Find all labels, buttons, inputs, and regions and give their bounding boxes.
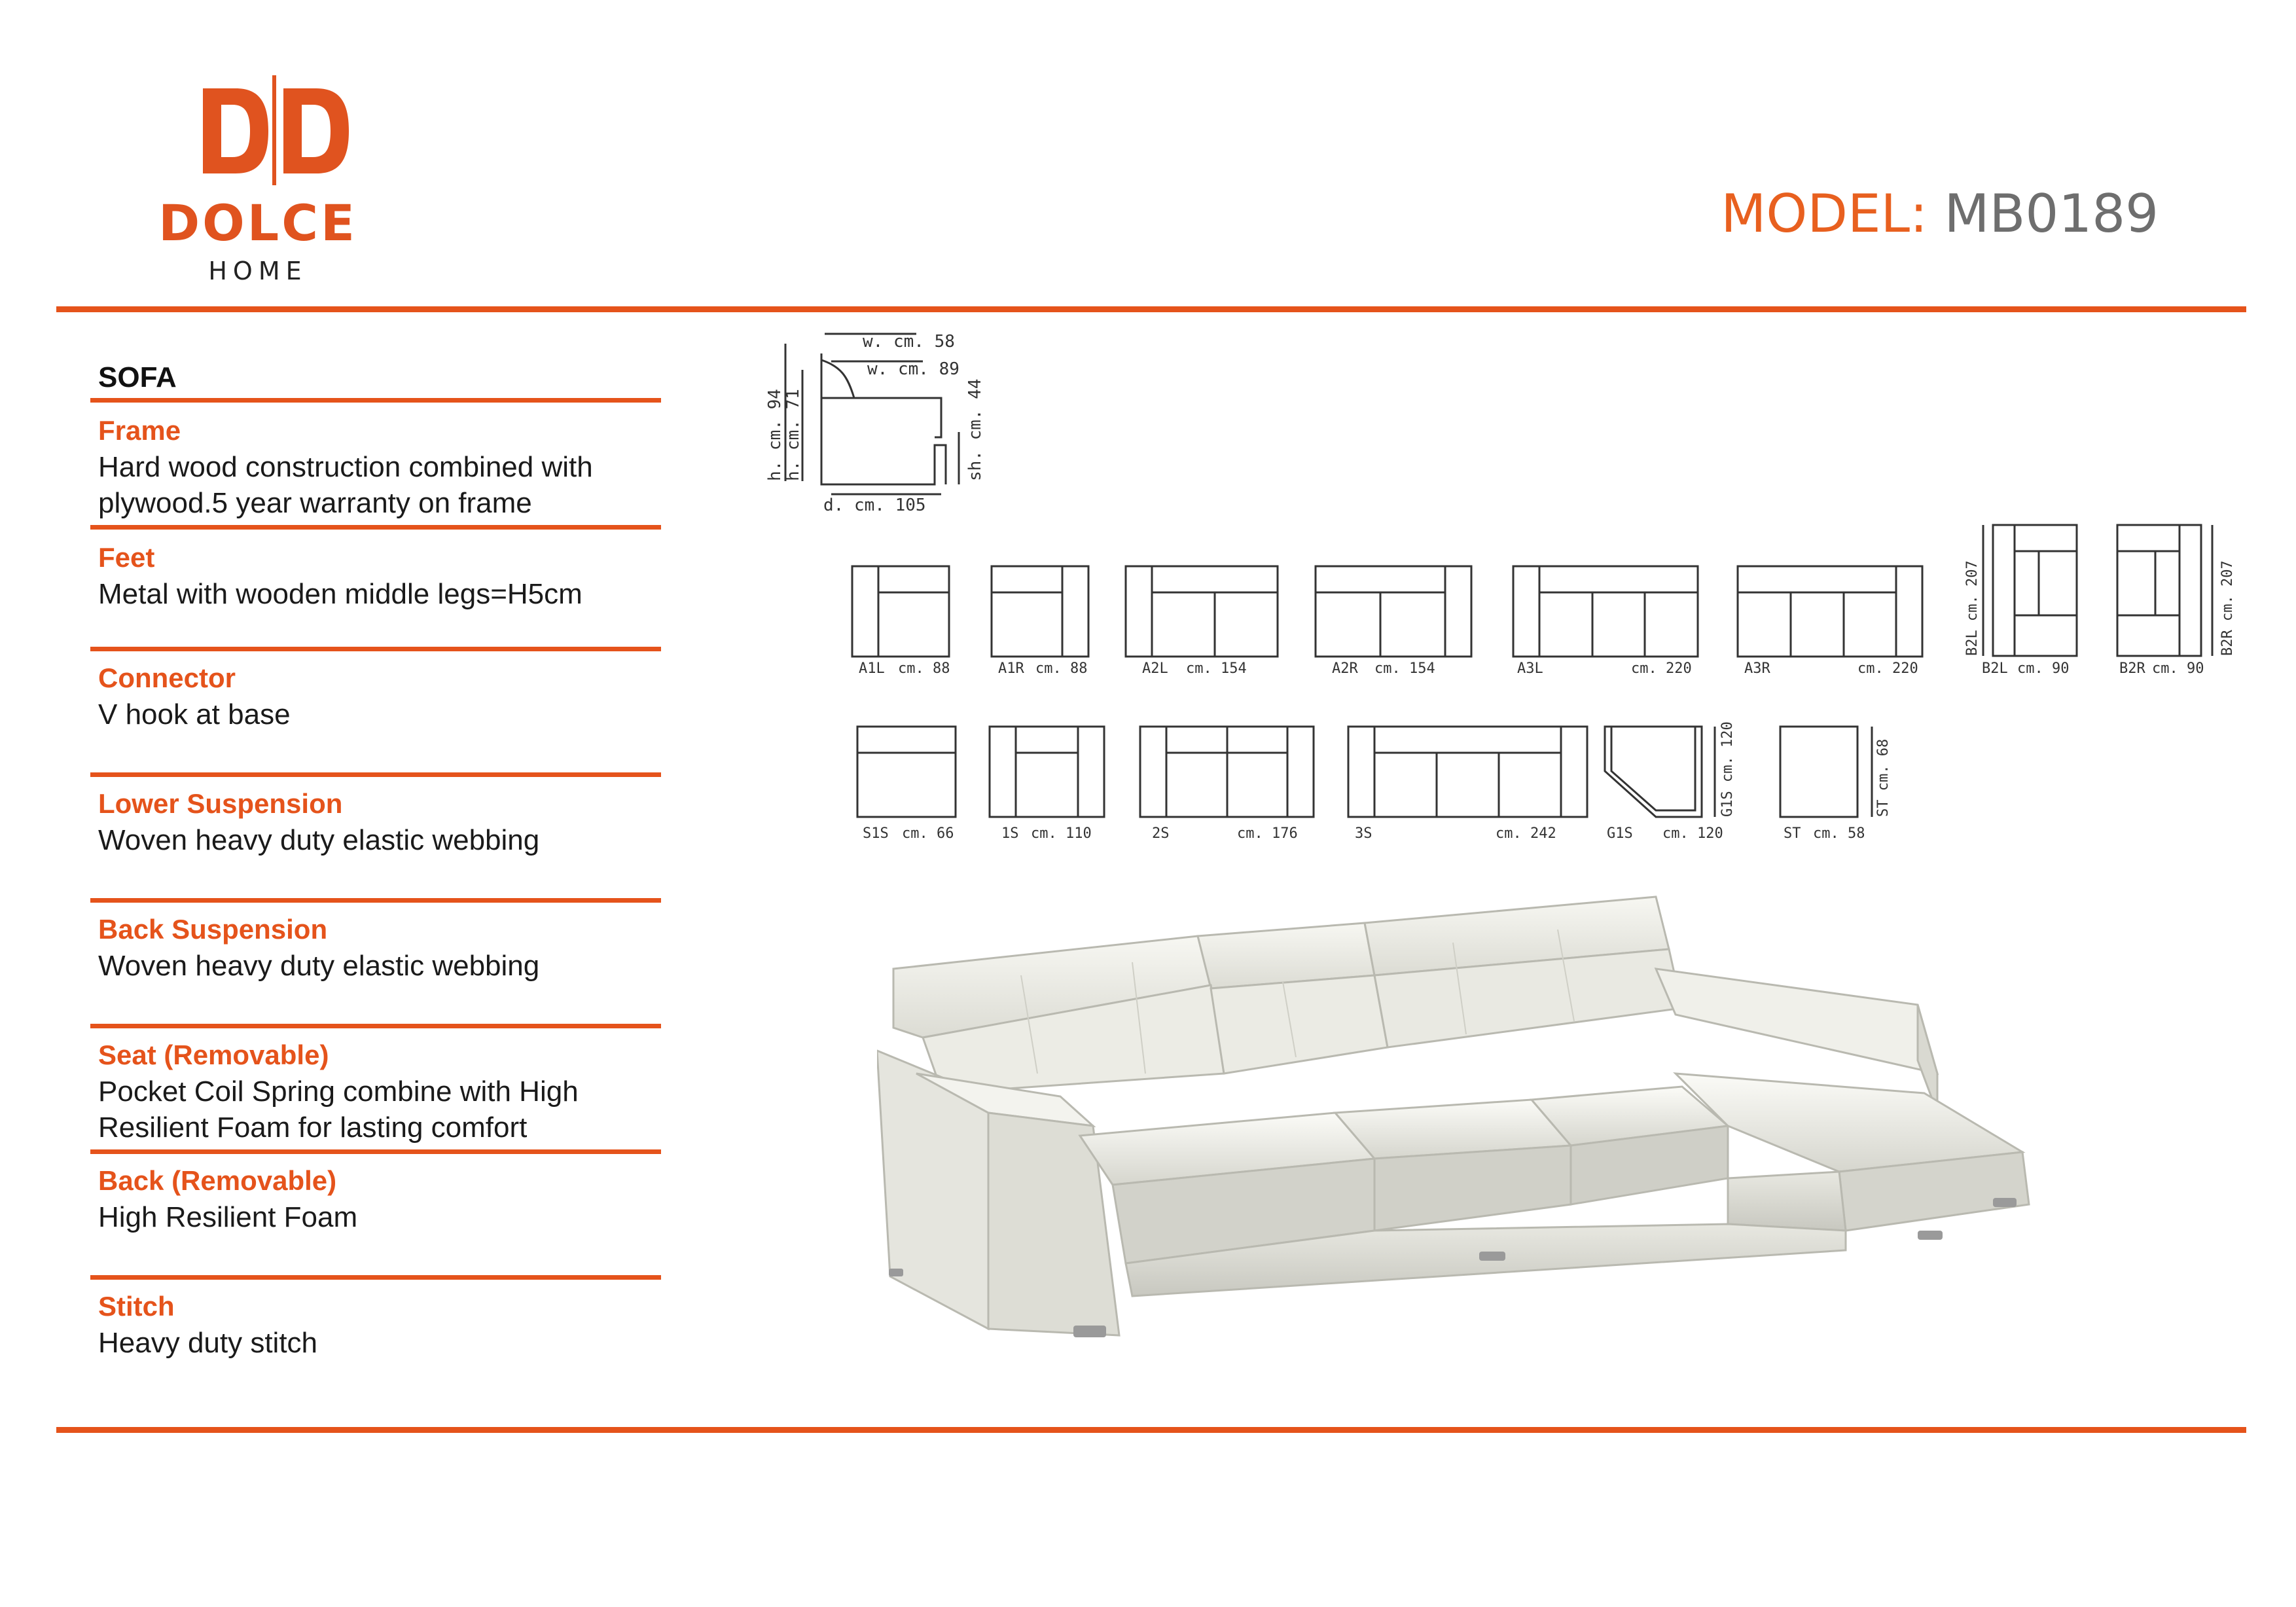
spec-title-lower-suspension: Lower Suspension — [98, 788, 343, 819]
spec-divider — [90, 525, 661, 530]
spec-title-seat: Seat (Removable) — [98, 1039, 329, 1070]
module-size: cm. 120 — [1662, 825, 1723, 842]
module-st — [1780, 727, 1872, 817]
module-size: cm. 90 — [2017, 660, 2070, 677]
module-vertical-size: G1S cm. 120 — [1719, 721, 1736, 817]
spec-heading: SOFA — [98, 361, 177, 393]
spec-divider — [90, 647, 661, 651]
module-a3r — [1738, 566, 1922, 657]
spec-desc-back-suspension: Woven heavy duty elastic webbing — [98, 950, 540, 982]
module-label: B2L — [1982, 660, 2008, 677]
module-a3l — [1513, 566, 1698, 657]
module-label: S1S — [863, 825, 889, 842]
spec-desc-feet: Metal with wooden middle legs=H5cm — [98, 578, 583, 610]
module-size: cm. 176 — [1237, 825, 1298, 842]
module-a2r — [1316, 566, 1471, 657]
spec-title-back-suspension: Back Suspension — [98, 914, 328, 945]
module-2s — [1140, 727, 1314, 817]
logo-brand-name: DOLCE — [158, 194, 357, 252]
model-value: MB0189 — [1944, 183, 2159, 244]
module-vertical-size: ST cm. 68 — [1875, 738, 1892, 817]
module-size: cm. 220 — [1631, 660, 1692, 677]
module-a1l — [852, 566, 949, 657]
logo-brand-sub: HOME — [208, 257, 308, 285]
spec-desc-connector: V hook at base — [98, 698, 291, 731]
module-a1r — [992, 566, 1088, 657]
side-w2-label: w. cm. 89 — [867, 359, 960, 379]
module-size: cm. 90 — [2152, 660, 2204, 677]
module-size: cm. 242 — [1496, 825, 1556, 842]
module-label: B2R — [2119, 660, 2145, 677]
header-divider — [56, 306, 2246, 312]
side-h2-label: h. cm. 71 — [783, 389, 803, 481]
spec-desc-back: High Resilient Foam — [98, 1201, 358, 1233]
module-label: A2L — [1142, 660, 1168, 677]
module-a2l — [1126, 566, 1278, 657]
side-sh-label: sh. cm. 44 — [965, 378, 985, 481]
side-d-label: d. cm. 105 — [823, 496, 926, 515]
module-size: cm. 110 — [1031, 825, 1092, 842]
spec-title-connector: Connector — [98, 662, 236, 693]
module-b2r — [2117, 525, 2212, 656]
model-title — [1721, 183, 2159, 244]
module-size: cm. 220 — [1857, 660, 1918, 677]
spec-divider — [90, 1275, 661, 1280]
module-label: ST — [1784, 825, 1801, 842]
module-b2l — [1983, 525, 2077, 656]
footer-divider — [56, 1427, 2246, 1433]
module-size: cm. 58 — [1813, 825, 1865, 842]
module-size: cm. 66 — [902, 825, 954, 842]
spec-divider — [90, 1024, 661, 1028]
module-label: A3L — [1517, 660, 1543, 677]
spec-desc-frame: Hard wood construction combined with plywood.5 year warranty on frame — [98, 451, 593, 519]
module-size: cm. 88 — [1035, 660, 1088, 677]
module-vertical-size: B2L cm. 207 — [1964, 560, 1981, 656]
module-diagrams — [733, 321, 2258, 864]
model-label: MODEL: — [1721, 183, 1928, 244]
module-label: G1S — [1607, 825, 1633, 842]
side-view-diagram — [785, 334, 959, 494]
side-w1-label: w. cm. 58 — [863, 332, 955, 352]
module-label: 3S — [1355, 825, 1372, 842]
module-label: A1R — [998, 660, 1024, 677]
spec-desc-lower-suspension: Woven heavy duty elastic webbing — [98, 824, 540, 856]
module-size: cm. 88 — [898, 660, 950, 677]
module-label: 1S — [1001, 825, 1019, 842]
side-h-label: h. cm. 94 — [765, 389, 785, 481]
module-s1s — [857, 727, 956, 817]
spec-divider — [90, 898, 661, 903]
module-vertical-size: B2R cm. 207 — [2219, 560, 2236, 656]
spec-title-stitch: Stitch — [98, 1291, 175, 1322]
module-size: cm. 154 — [1186, 660, 1247, 677]
spec-title-frame: Frame — [98, 415, 181, 446]
spec-title-feet: Feet — [98, 542, 155, 573]
spec-title-back: Back (Removable) — [98, 1165, 337, 1196]
module-g1s — [1605, 727, 1715, 817]
module-label: 2S — [1152, 825, 1170, 842]
module-label: A3R — [1744, 660, 1770, 677]
module-size: cm. 154 — [1374, 660, 1435, 677]
spec-divider — [90, 398, 661, 403]
spec-divider — [90, 1149, 661, 1154]
module-1s — [990, 727, 1104, 817]
spec-desc-stitch: Heavy duty stitch — [98, 1327, 318, 1359]
spec-desc-seat: Pocket Coil Spring combine with High Resilient Foam for lasting comfort — [98, 1075, 579, 1144]
spec-divider — [90, 772, 661, 777]
module-3s — [1348, 727, 1587, 817]
sofa-photo — [877, 877, 2094, 1401]
module-label: A1L — [859, 660, 885, 677]
module-label: A2R — [1332, 660, 1358, 677]
